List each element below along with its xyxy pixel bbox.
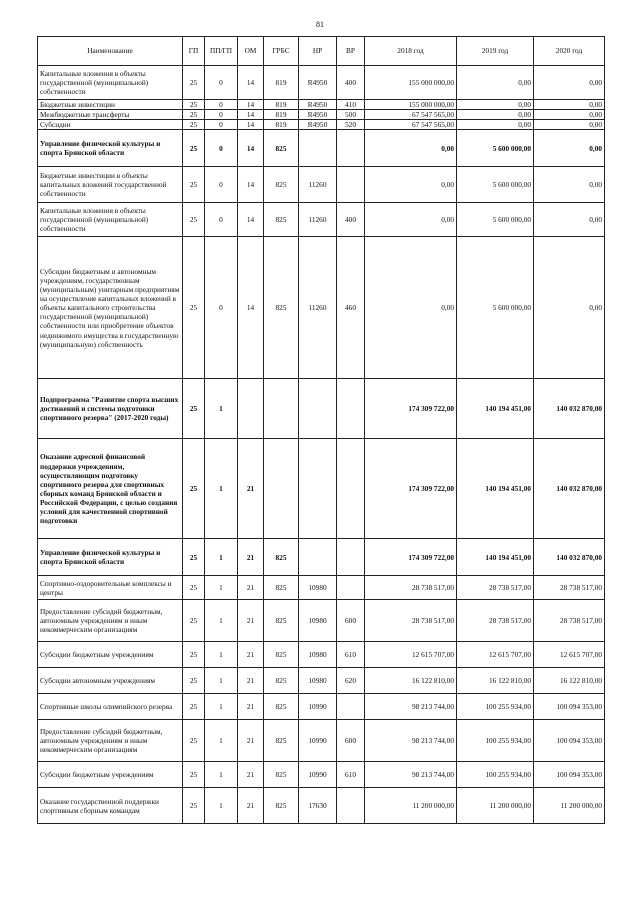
cell-grbs: 825 [264,668,299,694]
cell-gp: 25 [183,439,205,539]
cell-gp: 25 [183,167,205,203]
cell-name: Субсидии бюджетным учреждениям [38,642,183,668]
cell-y2018: 16 122 810,00 [365,668,457,694]
cell-om: 21 [238,539,264,576]
cell-name: Оказание адресной финансовой поддержки учреждениям, осуществляющим подготовку спортивного резерва для спортивных сборных команд Брянской области и Российской Федерации, с целью создания условий для качественной спортивной подготовки [38,439,183,539]
cell-name: Капитальные вложения в объекты государственной (муниципальной) собственности [38,66,183,100]
table-row [38,642,605,668]
cell-pp: 1 [205,642,238,668]
cell-y2018: 11 200 000,00 [365,788,457,824]
cell-gp: 25 [183,694,205,720]
cell-y2018: 98 213 744,00 [365,694,457,720]
cell-om: 21 [238,668,264,694]
cell-y2018: 0,00 [365,203,457,237]
cell-nr: 10980 [299,576,337,600]
table-row [38,694,605,720]
cell-y2019: 16 122 810,00 [457,668,534,694]
cell-y2019: 28 738 517,00 [457,600,534,642]
cell-name: Управление физической культуры и спорта Брянской области [38,130,183,167]
cell-y2019: 140 194 451,00 [457,379,534,439]
table-row [38,100,605,110]
cell-om: 21 [238,720,264,762]
cell-nr [299,539,337,576]
table-row [38,130,605,167]
cell-grbs: 825 [264,130,299,167]
cell-y2020: 140 032 870,00 [534,539,605,576]
cell-y2020: 0,00 [534,203,605,237]
cell-y2020: 140 032 870,00 [534,379,605,439]
cell-gp: 25 [183,130,205,167]
cell-grbs: 825 [264,237,299,379]
cell-name: Управление физической культуры и спорта Брянской области [38,539,183,576]
cell-gp: 25 [183,100,205,110]
cell-pp: 1 [205,694,238,720]
cell-name: Субсидии [38,120,183,130]
header-cell: 2020 год [534,37,605,66]
cell-gp: 25 [183,539,205,576]
cell-nr: 10990 [299,762,337,788]
cell-vr [337,694,365,720]
cell-nr: 11260 [299,237,337,379]
cell-name: Бюджетные инвестиции в объекты капитальных вложений государственной собственности [38,167,183,203]
cell-pp: 0 [205,120,238,130]
cell-y2019: 100 255 934,00 [457,720,534,762]
cell-vr: 520 [337,120,365,130]
page-number: 81 [316,20,324,29]
table-row [38,237,605,379]
cell-gp: 25 [183,720,205,762]
cell-vr [337,788,365,824]
cell-y2019: 11 200 000,00 [457,788,534,824]
cell-name: Предоставление субсидий бюджетным, автономным учреждениям и иным некоммерческим организациям [38,600,183,642]
cell-name: Спортивные школы олимпийского резерва [38,694,183,720]
cell-y2018: 155 000 000,00 [365,100,457,110]
cell-om: 21 [238,576,264,600]
cell-pp: 1 [205,439,238,539]
header-cell: ПП/ГП [205,37,238,66]
cell-y2020: 0,00 [534,237,605,379]
cell-vr: 610 [337,762,365,788]
cell-vr: 620 [337,668,365,694]
cell-y2020: 0,00 [534,120,605,130]
cell-name: Бюджетные инвестиции [38,100,183,110]
cell-y2020: 28 738 517,00 [534,576,605,600]
cell-gp: 25 [183,576,205,600]
table-row [38,379,605,439]
table-row [38,66,605,100]
cell-y2020: 0,00 [534,110,605,120]
cell-y2019: 0,00 [457,120,534,130]
cell-gp: 25 [183,203,205,237]
cell-pp: 1 [205,668,238,694]
budget-table [37,36,605,824]
cell-pp: 1 [205,539,238,576]
cell-pp: 1 [205,720,238,762]
cell-y2020: 0,00 [534,66,605,100]
header-cell: Наименование [38,37,183,66]
cell-om: 14 [238,66,264,100]
cell-y2018: 98 213 744,00 [365,720,457,762]
cell-y2018: 174 309 722,00 [365,379,457,439]
cell-nr [299,439,337,539]
cell-y2020: 0,00 [534,130,605,167]
cell-name: Капитальные вложения в объекты государственной (муниципальной) собственности [38,203,183,237]
cell-grbs: 819 [264,120,299,130]
cell-y2019: 5 600 000,00 [457,203,534,237]
cell-vr [337,130,365,167]
cell-y2019: 5 600 000,00 [457,237,534,379]
cell-vr: 600 [337,600,365,642]
table-row [38,762,605,788]
cell-y2020: 100 094 353,00 [534,720,605,762]
cell-y2018: 67 547 565,00 [365,110,457,120]
cell-gp: 25 [183,66,205,100]
cell-pp: 0 [205,110,238,120]
cell-vr: 410 [337,100,365,110]
cell-om: 14 [238,110,264,120]
table-row [38,600,605,642]
cell-name: Оказание государственной поддержки спортивным сборным командам [38,788,183,824]
cell-nr: 17630 [299,788,337,824]
cell-grbs: 825 [264,203,299,237]
cell-name: Межбюджетные трансферты [38,110,183,120]
cell-name: Предоставление субсидий бюджетным, автономным учреждениям и иным некоммерческим организациям [38,720,183,762]
cell-om: 14 [238,120,264,130]
cell-nr: R4950 [299,110,337,120]
cell-om: 21 [238,788,264,824]
cell-grbs: 825 [264,788,299,824]
cell-gp: 25 [183,762,205,788]
cell-gp: 25 [183,668,205,694]
header-cell: ГРБС [264,37,299,66]
cell-y2019: 5 600 000,00 [457,130,534,167]
cell-vr: 610 [337,642,365,668]
cell-gp: 25 [183,110,205,120]
cell-y2020: 140 032 870,00 [534,439,605,539]
cell-y2018: 0,00 [365,237,457,379]
cell-om: 21 [238,439,264,539]
header-cell: ВР [337,37,365,66]
cell-om: 21 [238,600,264,642]
cell-y2020: 12 615 707,00 [534,642,605,668]
cell-y2019: 0,00 [457,66,534,100]
cell-om [238,379,264,439]
cell-pp: 0 [205,130,238,167]
cell-nr: 11260 [299,203,337,237]
cell-om: 14 [238,167,264,203]
table-row [38,167,605,203]
cell-y2019: 12 615 707,00 [457,642,534,668]
cell-pp: 0 [205,100,238,110]
header-cell: ГП [183,37,205,66]
table-row [38,439,605,539]
table-row [38,720,605,762]
cell-y2020: 0,00 [534,167,605,203]
cell-om: 21 [238,694,264,720]
cell-gp: 25 [183,379,205,439]
cell-gp: 25 [183,788,205,824]
cell-pp: 1 [205,762,238,788]
cell-name: Субсидии бюджетным учреждениям [38,762,183,788]
cell-y2018: 28 738 517,00 [365,600,457,642]
cell-nr: 10990 [299,720,337,762]
cell-gp: 25 [183,600,205,642]
table-row [38,788,605,824]
cell-y2018: 67 547 565,00 [365,120,457,130]
cell-vr: 400 [337,203,365,237]
cell-pp: 0 [205,237,238,379]
cell-nr: R4950 [299,120,337,130]
cell-vr [337,439,365,539]
cell-grbs: 825 [264,167,299,203]
header-cell: 2019 год [457,37,534,66]
cell-y2019: 100 255 934,00 [457,694,534,720]
cell-nr: R4950 [299,100,337,110]
cell-grbs [264,439,299,539]
cell-y2020: 16 122 810,00 [534,668,605,694]
cell-nr: 10990 [299,694,337,720]
cell-vr [337,167,365,203]
cell-nr: R4950 [299,66,337,100]
cell-y2019: 140 194 451,00 [457,539,534,576]
table-row [38,539,605,576]
cell-grbs: 825 [264,694,299,720]
cell-grbs: 819 [264,110,299,120]
table-row [38,120,605,130]
cell-pp: 1 [205,379,238,439]
cell-grbs [264,379,299,439]
cell-y2018: 174 309 722,00 [365,539,457,576]
cell-gp: 25 [183,237,205,379]
cell-y2019: 100 255 934,00 [457,762,534,788]
cell-nr: 10980 [299,642,337,668]
cell-y2019: 5 600 000,00 [457,167,534,203]
header-cell: 2018 год [365,37,457,66]
cell-y2018: 155 000 000,00 [365,66,457,100]
cell-vr [337,379,365,439]
header-cell: ОМ [238,37,264,66]
cell-name: Субсидии автономным учреждениям [38,668,183,694]
cell-nr [299,130,337,167]
cell-om: 21 [238,642,264,668]
cell-nr: 11260 [299,167,337,203]
cell-y2018: 98 213 744,00 [365,762,457,788]
cell-vr: 600 [337,720,365,762]
cell-nr: 10980 [299,600,337,642]
cell-grbs: 825 [264,539,299,576]
table-row [38,576,605,600]
cell-gp: 25 [183,120,205,130]
cell-vr [337,576,365,600]
cell-om: 14 [238,203,264,237]
cell-pp: 1 [205,788,238,824]
cell-name: Подпрограмма "Развитие спорта высших достижений и системы подготовки спортивного резерва" (2017-2020 годы) [38,379,183,439]
header-cell: НР [299,37,337,66]
cell-grbs: 825 [264,720,299,762]
cell-y2018: 28 738 517,00 [365,576,457,600]
cell-gp: 25 [183,642,205,668]
table-row [38,668,605,694]
cell-vr: 400 [337,66,365,100]
cell-y2018: 12 615 707,00 [365,642,457,668]
cell-y2019: 0,00 [457,100,534,110]
cell-grbs: 825 [264,642,299,668]
cell-y2020: 11 200 000,00 [534,788,605,824]
cell-pp: 0 [205,66,238,100]
cell-y2019: 28 738 517,00 [457,576,534,600]
cell-grbs: 819 [264,100,299,110]
cell-y2020: 0,00 [534,100,605,110]
table-row [38,203,605,237]
table-body [38,66,605,824]
cell-om: 14 [238,100,264,110]
cell-vr: 500 [337,110,365,120]
cell-y2018: 0,00 [365,130,457,167]
cell-y2020: 28 738 517,00 [534,600,605,642]
cell-pp: 1 [205,600,238,642]
cell-vr [337,539,365,576]
cell-name: Спортивно-оздоровительные комплексы и центры [38,576,183,600]
cell-name: Субсидии бюджетным и автономным учреждениям, государственным (муниципальным) унитарным предприятиям на осуществление капитальных вложений в объекты капитального строительства государственной (муниципальной) собственности или приобретение объектов недвижимого имущества в государственную (муниципальную) собственность [38,237,183,379]
cell-pp: 0 [205,203,238,237]
cell-grbs: 825 [264,600,299,642]
cell-y2020: 100 094 353,00 [534,694,605,720]
cell-om: 14 [238,237,264,379]
cell-pp: 0 [205,167,238,203]
header-row [38,37,605,66]
cell-y2019: 0,00 [457,110,534,120]
cell-y2018: 174 309 722,00 [365,439,457,539]
cell-om: 21 [238,762,264,788]
cell-grbs: 825 [264,762,299,788]
cell-nr [299,379,337,439]
cell-vr: 460 [337,237,365,379]
cell-y2019: 140 194 451,00 [457,439,534,539]
cell-om: 14 [238,130,264,167]
cell-y2020: 100 094 353,00 [534,762,605,788]
cell-y2018: 0,00 [365,167,457,203]
cell-pp: 1 [205,576,238,600]
cell-nr: 10980 [299,668,337,694]
cell-grbs: 819 [264,66,299,100]
table-row [38,110,605,120]
cell-grbs: 825 [264,576,299,600]
